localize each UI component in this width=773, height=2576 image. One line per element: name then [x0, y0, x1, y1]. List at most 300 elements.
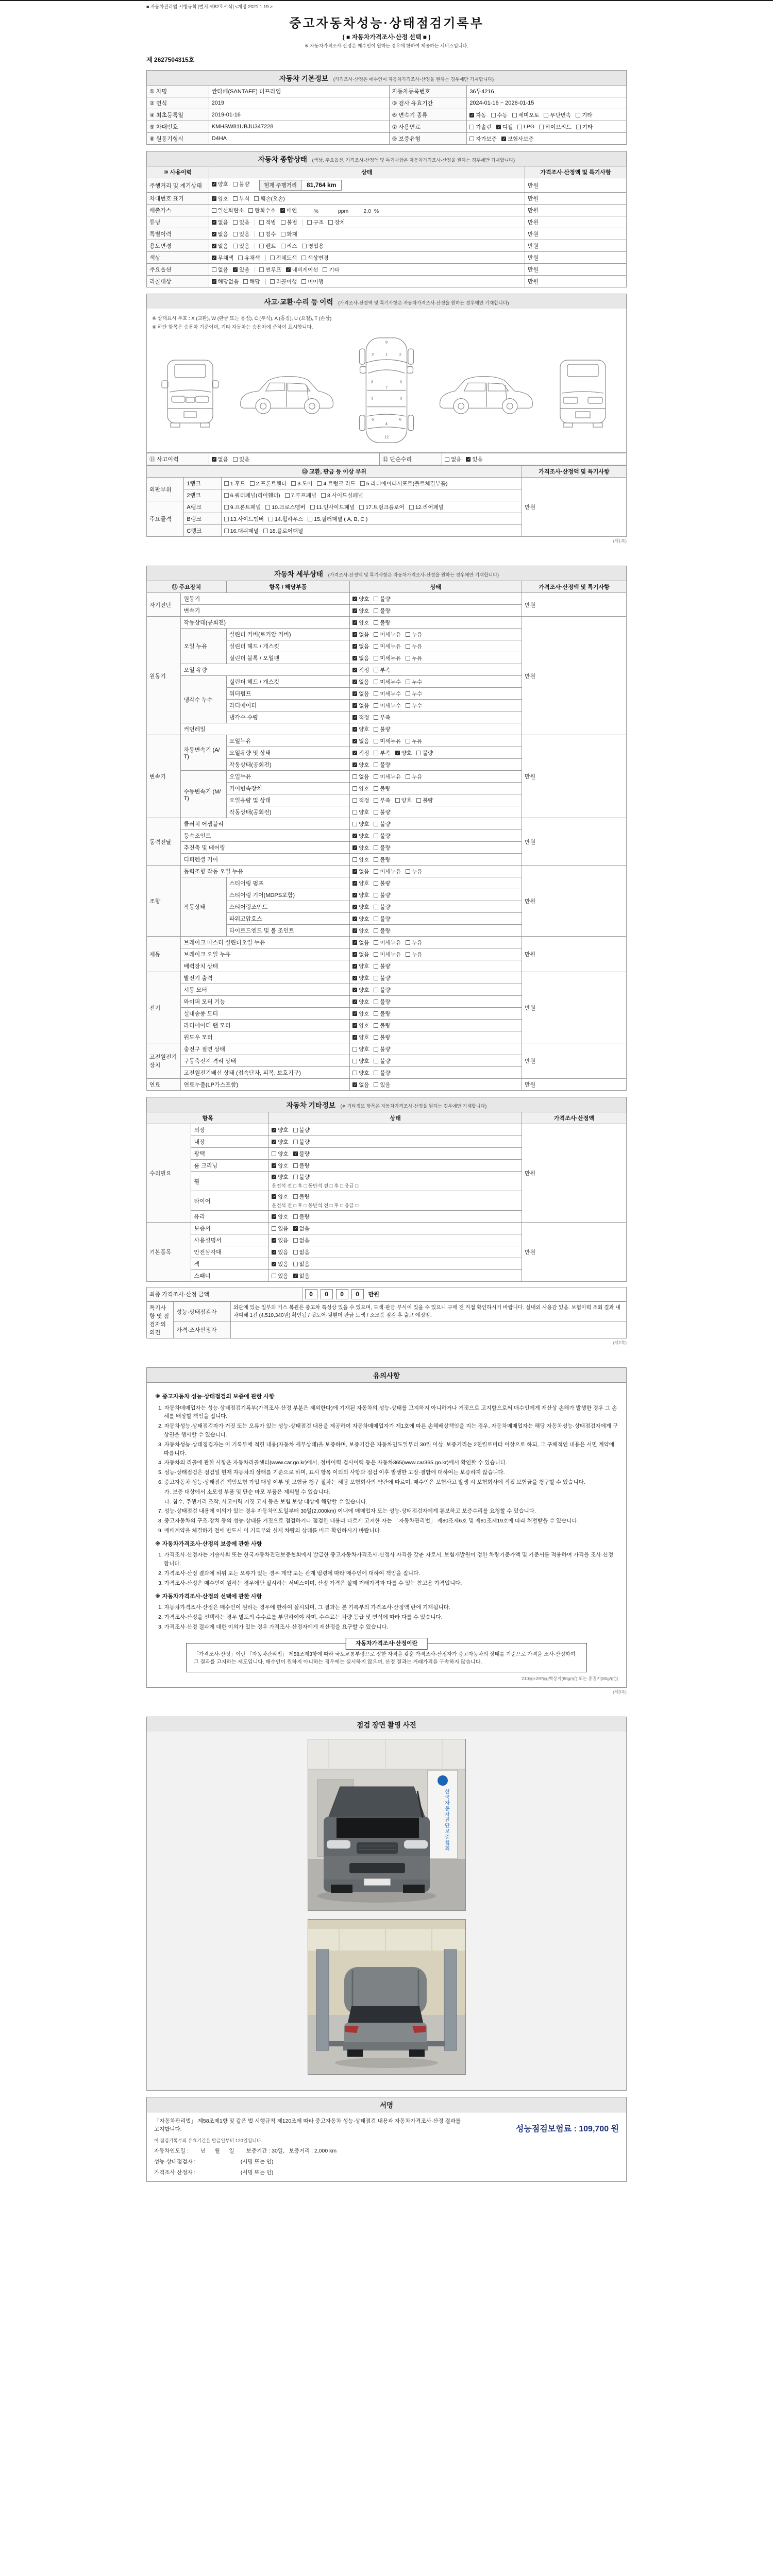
checkbox-option[interactable] — [576, 123, 593, 131]
checkbox-option[interactable] — [374, 891, 390, 899]
checkbox-option[interactable] — [286, 266, 318, 274]
checkbox-option[interactable] — [238, 254, 260, 262]
checkbox-option[interactable] — [352, 1022, 369, 1029]
checkbox-option[interactable] — [352, 844, 369, 852]
checkbox-option[interactable] — [272, 1126, 288, 1134]
checkbox-option[interactable] — [352, 856, 369, 863]
checkbox-checked-icon[interactable] — [496, 125, 501, 129]
checkbox-option[interactable] — [469, 111, 486, 119]
checkbox-option[interactable] — [374, 820, 390, 828]
checkbox-option[interactable] — [265, 503, 305, 511]
checkbox-icon[interactable] — [293, 1194, 298, 1199]
checkbox-option[interactable] — [293, 1236, 310, 1244]
checkbox-icon[interactable] — [374, 964, 378, 969]
checkbox-option[interactable] — [352, 915, 369, 923]
checkbox-option[interactable] — [469, 135, 497, 143]
checkbox-icon[interactable] — [374, 774, 378, 779]
checkbox-icon[interactable] — [374, 715, 378, 720]
checkbox-icon[interactable] — [374, 632, 378, 637]
checkbox-option[interactable] — [301, 278, 323, 285]
checkbox-option[interactable] — [259, 218, 276, 226]
checkbox-checked-icon[interactable] — [352, 834, 357, 838]
checkbox-icon[interactable] — [491, 113, 496, 117]
checkbox-icon[interactable] — [352, 786, 357, 791]
checkbox-checked-icon[interactable] — [212, 244, 216, 248]
inspector-sign-line[interactable]: 성능·상태점검자 : (서명 또는 인) — [154, 2158, 274, 2165]
checkbox-option[interactable] — [293, 1225, 310, 1232]
checkbox-option[interactable] — [233, 266, 249, 274]
checkbox-option[interactable] — [224, 492, 280, 499]
checkbox-icon[interactable] — [374, 940, 378, 945]
checkbox-option[interactable] — [352, 808, 369, 816]
checkbox-icon[interactable] — [374, 762, 378, 767]
checkbox-checked-icon[interactable] — [272, 1163, 276, 1168]
checkbox-icon[interactable] — [374, 798, 378, 803]
checkbox-icon[interactable] — [374, 751, 378, 755]
checkbox-checked-icon[interactable] — [293, 1274, 298, 1278]
checkbox-icon[interactable] — [406, 739, 410, 743]
checkbox-icon[interactable] — [374, 917, 378, 921]
checkbox-option[interactable] — [243, 278, 260, 285]
checkbox-option[interactable] — [250, 480, 287, 487]
checkbox-option[interactable] — [374, 974, 390, 982]
checkbox-option[interactable] — [293, 1272, 310, 1280]
checkbox-option[interactable] — [416, 749, 433, 757]
checkbox-option[interactable] — [374, 903, 390, 911]
checkbox-icon[interactable] — [374, 597, 378, 601]
checkbox-option[interactable] — [374, 1033, 390, 1041]
checkbox-icon[interactable] — [259, 244, 264, 248]
checkbox-option[interactable] — [352, 951, 369, 958]
checkbox-icon[interactable] — [293, 1238, 298, 1243]
checkbox-checked-icon[interactable] — [352, 964, 357, 969]
checkbox-icon[interactable] — [224, 505, 229, 510]
checkbox-icon[interactable] — [406, 703, 410, 708]
checkbox-icon[interactable] — [301, 279, 306, 284]
checkbox-option[interactable] — [352, 820, 369, 828]
checkbox-icon[interactable] — [406, 940, 410, 945]
checkbox-option[interactable] — [328, 218, 345, 226]
checkbox-icon[interactable] — [517, 125, 522, 129]
checkbox-option[interactable] — [272, 1193, 288, 1200]
checkbox-icon[interactable] — [416, 798, 421, 803]
checkbox-option[interactable] — [352, 974, 369, 982]
checkbox-option[interactable] — [272, 1213, 288, 1221]
checkbox-option[interactable] — [406, 939, 422, 946]
checkbox-checked-icon[interactable] — [293, 1226, 298, 1231]
checkbox-icon[interactable] — [224, 481, 229, 486]
checkbox-option[interactable] — [352, 690, 369, 698]
checkbox-option[interactable] — [374, 1057, 390, 1065]
checkbox-option[interactable] — [374, 785, 390, 792]
checkbox-icon[interactable] — [250, 481, 255, 486]
checkbox-option[interactable] — [374, 773, 401, 781]
checkbox-icon[interactable] — [374, 1082, 378, 1087]
checkbox-option[interactable] — [352, 702, 369, 709]
checkbox-option[interactable] — [352, 939, 369, 946]
checkbox-icon[interactable] — [374, 952, 378, 957]
checkbox-option[interactable] — [374, 761, 390, 769]
checkbox-option[interactable] — [374, 1081, 390, 1089]
checkbox-option[interactable] — [374, 737, 401, 745]
checkbox-icon[interactable] — [374, 857, 378, 862]
checkbox-checked-icon[interactable] — [272, 1238, 276, 1243]
checkbox-icon[interactable] — [374, 703, 378, 708]
checkbox-icon[interactable] — [374, 1011, 378, 1016]
checkbox-icon[interactable] — [293, 1128, 298, 1132]
checkbox-option[interactable] — [501, 135, 534, 143]
checkbox-icon[interactable] — [374, 893, 378, 897]
checkbox-option[interactable] — [263, 527, 303, 535]
checkbox-option[interactable] — [406, 737, 422, 745]
checkbox-checked-icon[interactable] — [352, 917, 357, 921]
checkbox-checked-icon[interactable] — [233, 267, 238, 272]
checkbox-option[interactable] — [352, 1045, 369, 1053]
checkbox-option[interactable] — [406, 642, 422, 650]
checkbox-icon[interactable] — [281, 232, 285, 236]
checkbox-option[interactable] — [293, 1150, 310, 1158]
checkbox-icon[interactable] — [293, 1262, 298, 1266]
checkbox-option[interactable] — [539, 123, 572, 131]
checkbox-checked-icon[interactable] — [212, 182, 216, 187]
checkbox-option[interactable] — [293, 1126, 310, 1134]
checkbox-icon[interactable] — [445, 457, 449, 462]
checkbox-option[interactable] — [374, 1045, 390, 1053]
checkbox-checked-icon[interactable] — [272, 1250, 276, 1255]
checkbox-icon[interactable] — [374, 620, 378, 625]
checkbox-option[interactable] — [406, 868, 422, 875]
checkbox-option[interactable] — [293, 1193, 310, 1200]
checkbox-icon[interactable] — [293, 1175, 298, 1179]
checkbox-option[interactable] — [212, 230, 228, 238]
checkbox-option[interactable] — [307, 218, 324, 226]
checkbox-option[interactable] — [302, 242, 324, 250]
checkbox-option[interactable] — [233, 230, 249, 238]
checkbox-option[interactable] — [406, 702, 422, 709]
checkbox-checked-icon[interactable] — [352, 644, 357, 649]
checkbox-option[interactable] — [352, 903, 369, 911]
checkbox-icon[interactable] — [293, 1163, 298, 1168]
checkbox-option[interactable] — [352, 761, 369, 769]
checkbox-option[interactable] — [281, 230, 297, 238]
checkbox-option[interactable] — [374, 714, 390, 721]
checkbox-icon[interactable] — [352, 798, 357, 803]
checkbox-option[interactable] — [352, 796, 369, 804]
checkbox-option[interactable] — [233, 218, 249, 226]
checkbox-checked-icon[interactable] — [352, 656, 357, 660]
checkbox-option[interactable] — [491, 111, 508, 119]
checkbox-checked-icon[interactable] — [352, 715, 357, 720]
checkbox-option[interactable] — [259, 266, 281, 274]
checkbox-option[interactable] — [395, 749, 412, 757]
checkbox-option[interactable] — [352, 1057, 369, 1065]
checkbox-option[interactable] — [374, 796, 390, 804]
checkbox-option[interactable] — [496, 123, 513, 131]
checkbox-option[interactable] — [409, 503, 444, 511]
checkbox-option[interactable] — [406, 690, 422, 698]
checkbox-option[interactable] — [323, 266, 339, 274]
checkbox-option[interactable] — [352, 595, 369, 603]
checkbox-option[interactable] — [352, 962, 369, 970]
checkbox-icon[interactable] — [259, 220, 264, 225]
checkbox-option[interactable] — [374, 690, 401, 698]
checkbox-option[interactable] — [212, 455, 228, 463]
checkbox-checked-icon[interactable] — [395, 751, 400, 755]
checkbox-option[interactable] — [374, 666, 390, 674]
checkbox-icon[interactable] — [359, 505, 364, 510]
checkbox-icon[interactable] — [374, 608, 378, 613]
checkbox-icon[interactable] — [212, 267, 216, 272]
checkbox-icon[interactable] — [238, 256, 243, 260]
checkbox-icon[interactable] — [233, 244, 238, 248]
checkbox-option[interactable] — [374, 939, 401, 946]
checkbox-checked-icon[interactable] — [501, 137, 506, 141]
checkbox-option[interactable] — [374, 678, 401, 686]
checkbox-checked-icon[interactable] — [352, 691, 357, 696]
checkbox-option[interactable] — [248, 207, 276, 214]
checkbox-icon[interactable] — [374, 1071, 378, 1075]
checkbox-icon[interactable] — [270, 256, 275, 260]
checkbox-option[interactable] — [293, 1260, 310, 1268]
checkbox-icon[interactable] — [374, 786, 378, 791]
appraiser-sign-line[interactable]: 가격조사·산정자 : (서명 또는 인) — [154, 2169, 274, 2176]
checkbox-icon[interactable] — [301, 256, 306, 260]
checkbox-icon[interactable] — [293, 1140, 298, 1144]
checkbox-checked-icon[interactable] — [286, 267, 291, 272]
checkbox-option[interactable] — [352, 832, 369, 840]
checkbox-option[interactable] — [280, 207, 297, 214]
checkbox-checked-icon[interactable] — [352, 999, 357, 1004]
checkbox-option[interactable] — [352, 998, 369, 1006]
checkbox-icon[interactable] — [259, 267, 264, 272]
checkbox-option[interactable] — [233, 195, 249, 202]
checkbox-option[interactable] — [374, 725, 390, 733]
checkbox-option[interactable] — [359, 503, 404, 511]
checkbox-icon[interactable] — [302, 244, 307, 248]
checkbox-option[interactable] — [272, 1225, 288, 1232]
checkbox-icon[interactable] — [323, 267, 327, 272]
checkbox-checked-icon[interactable] — [352, 1023, 357, 1028]
checkbox-option[interactable] — [233, 455, 249, 463]
checkbox-icon[interactable] — [233, 232, 238, 236]
checkbox-icon[interactable] — [374, 928, 378, 933]
checkbox-checked-icon[interactable] — [466, 457, 470, 462]
checkbox-option[interactable] — [317, 480, 355, 487]
checkbox-option[interactable] — [352, 737, 369, 745]
checkbox-option[interactable] — [374, 986, 390, 994]
checkbox-icon[interactable] — [270, 279, 275, 284]
checkbox-icon[interactable] — [544, 113, 548, 117]
checkbox-checked-icon[interactable] — [212, 220, 216, 225]
checkbox-icon[interactable] — [374, 644, 378, 649]
checkbox-option[interactable] — [293, 1213, 310, 1221]
checkbox-checked-icon[interactable] — [352, 703, 357, 708]
checkbox-option[interactable] — [576, 111, 592, 119]
checkbox-icon[interactable] — [406, 632, 410, 637]
checkbox-option[interactable] — [352, 1081, 369, 1089]
checkbox-icon[interactable] — [265, 505, 270, 510]
checkbox-checked-icon[interactable] — [272, 1262, 276, 1266]
checkbox-checked-icon[interactable] — [352, 739, 357, 743]
checkbox-checked-icon[interactable] — [352, 976, 357, 980]
checkbox-option[interactable] — [301, 254, 329, 262]
checkbox-icon[interactable] — [328, 220, 333, 225]
checkbox-icon[interactable] — [254, 196, 259, 201]
checkbox-option[interactable] — [374, 619, 390, 626]
checkbox-icon[interactable] — [308, 517, 312, 521]
checkbox-icon[interactable] — [512, 113, 517, 117]
checkbox-icon[interactable] — [374, 869, 378, 874]
checkbox-option[interactable] — [374, 868, 401, 875]
checkbox-option[interactable] — [352, 879, 369, 887]
checkbox-checked-icon[interactable] — [352, 893, 357, 897]
checkbox-option[interactable] — [272, 1162, 288, 1170]
checkbox-icon[interactable] — [291, 481, 296, 486]
checkbox-option[interactable] — [224, 527, 259, 535]
checkbox-option[interactable] — [272, 1138, 288, 1146]
checkbox-option[interactable] — [374, 962, 390, 970]
checkbox-option[interactable] — [212, 180, 228, 188]
checkbox-icon[interactable] — [406, 952, 410, 957]
checkbox-option[interactable] — [374, 749, 390, 757]
checkbox-icon[interactable] — [233, 182, 238, 187]
checkbox-icon[interactable] — [409, 505, 414, 510]
checkbox-icon[interactable] — [374, 656, 378, 660]
checkbox-checked-icon[interactable] — [352, 869, 357, 874]
checkbox-icon[interactable] — [374, 1023, 378, 1028]
checkbox-option[interactable] — [293, 1162, 310, 1170]
checkbox-icon[interactable] — [352, 774, 357, 779]
checkbox-icon[interactable] — [224, 493, 229, 498]
checkbox-icon[interactable] — [248, 208, 253, 213]
checkbox-checked-icon[interactable] — [352, 988, 357, 992]
checkbox-checked-icon[interactable] — [293, 1151, 298, 1156]
checkbox-icon[interactable] — [293, 1250, 298, 1255]
checkbox-option[interactable] — [233, 180, 249, 188]
checkbox-option[interactable] — [233, 242, 249, 250]
checkbox-checked-icon[interactable] — [280, 208, 285, 213]
checkbox-checked-icon[interactable] — [272, 1128, 276, 1132]
checkbox-icon[interactable] — [268, 517, 273, 521]
checkbox-icon[interactable] — [395, 798, 400, 803]
checkbox-option[interactable] — [352, 725, 369, 733]
checkbox-option[interactable] — [374, 998, 390, 1006]
checkbox-option[interactable] — [352, 1069, 369, 1077]
checkbox-icon[interactable] — [310, 505, 315, 510]
checkbox-icon[interactable] — [374, 845, 378, 850]
checkbox-option[interactable] — [270, 278, 297, 285]
checkbox-icon[interactable] — [469, 137, 474, 141]
checkbox-icon[interactable] — [374, 834, 378, 838]
checkbox-option[interactable] — [406, 631, 422, 638]
checkbox-icon[interactable] — [233, 196, 238, 201]
checkbox-icon[interactable] — [374, 680, 378, 684]
checkbox-option[interactable] — [352, 678, 369, 686]
checkbox-icon[interactable] — [307, 220, 312, 225]
checkbox-option[interactable] — [406, 951, 422, 958]
checkbox-icon[interactable] — [374, 1059, 378, 1063]
checkbox-checked-icon[interactable] — [352, 632, 357, 637]
checkbox-option[interactable] — [212, 207, 244, 214]
checkbox-option[interactable] — [360, 480, 448, 487]
checkbox-icon[interactable] — [352, 810, 357, 815]
checkbox-option[interactable] — [293, 1138, 310, 1146]
checkbox-icon[interactable] — [374, 691, 378, 696]
checkbox-checked-icon[interactable] — [272, 1175, 276, 1179]
checkbox-icon[interactable] — [416, 751, 421, 755]
checkbox-option[interactable] — [352, 773, 369, 781]
checkbox-icon[interactable] — [374, 881, 378, 886]
checkbox-checked-icon[interactable] — [469, 113, 474, 117]
checkbox-icon[interactable] — [374, 976, 378, 980]
checkbox-option[interactable] — [212, 266, 228, 274]
checkbox-option[interactable] — [281, 218, 297, 226]
checkbox-option[interactable] — [374, 1069, 390, 1077]
checkbox-option[interactable] — [321, 492, 363, 499]
checkbox-option[interactable] — [374, 951, 401, 958]
checkbox-checked-icon[interactable] — [272, 1194, 276, 1199]
checkbox-icon[interactable] — [406, 656, 410, 660]
checkbox-option[interactable] — [406, 773, 422, 781]
checkbox-option[interactable] — [406, 654, 422, 662]
checkbox-icon[interactable] — [212, 208, 216, 213]
checkbox-icon[interactable] — [406, 691, 410, 696]
checkbox-option[interactable] — [352, 785, 369, 792]
checkbox-icon[interactable] — [374, 988, 378, 992]
checkbox-option[interactable] — [212, 278, 239, 285]
checkbox-option[interactable] — [374, 654, 401, 662]
checkbox-option[interactable] — [352, 619, 369, 626]
checkbox-checked-icon[interactable] — [352, 762, 357, 767]
checkbox-icon[interactable] — [360, 481, 365, 486]
checkbox-option[interactable] — [352, 1010, 369, 1018]
checkbox-icon[interactable] — [272, 1226, 276, 1231]
checkbox-checked-icon[interactable] — [352, 1082, 357, 1087]
checkbox-icon[interactable] — [576, 113, 580, 117]
checkbox-checked-icon[interactable] — [352, 905, 357, 909]
checkbox-option[interactable] — [416, 796, 433, 804]
checkbox-option[interactable] — [374, 927, 390, 935]
checkbox-option[interactable] — [352, 891, 369, 899]
checkbox-option[interactable] — [259, 242, 276, 250]
checkbox-option[interactable] — [374, 844, 390, 852]
checkbox-checked-icon[interactable] — [352, 727, 357, 732]
checkbox-option[interactable] — [224, 515, 264, 523]
checkbox-checked-icon[interactable] — [212, 232, 216, 236]
checkbox-option[interactable] — [512, 111, 540, 119]
checkbox-option[interactable] — [352, 714, 369, 721]
checkbox-icon[interactable] — [224, 529, 229, 533]
checkbox-icon[interactable] — [374, 668, 378, 672]
checkbox-option[interactable] — [285, 492, 316, 499]
checkbox-icon[interactable] — [259, 232, 264, 236]
checkbox-option[interactable] — [352, 631, 369, 638]
checkbox-checked-icon[interactable] — [352, 928, 357, 933]
checkbox-option[interactable] — [374, 808, 390, 816]
checkbox-option[interactable] — [272, 1173, 288, 1181]
checkbox-icon[interactable] — [406, 644, 410, 649]
checkbox-option[interactable] — [374, 832, 390, 840]
checkbox-option[interactable] — [293, 1248, 310, 1256]
checkbox-icon[interactable] — [293, 1214, 298, 1219]
checkbox-checked-icon[interactable] — [352, 680, 357, 684]
checkbox-icon[interactable] — [243, 279, 248, 284]
checkbox-option[interactable] — [517, 124, 534, 130]
checkbox-icon[interactable] — [406, 680, 410, 684]
checkbox-option[interactable] — [352, 607, 369, 615]
checkbox-option[interactable] — [466, 455, 482, 463]
checkbox-option[interactable] — [374, 856, 390, 863]
